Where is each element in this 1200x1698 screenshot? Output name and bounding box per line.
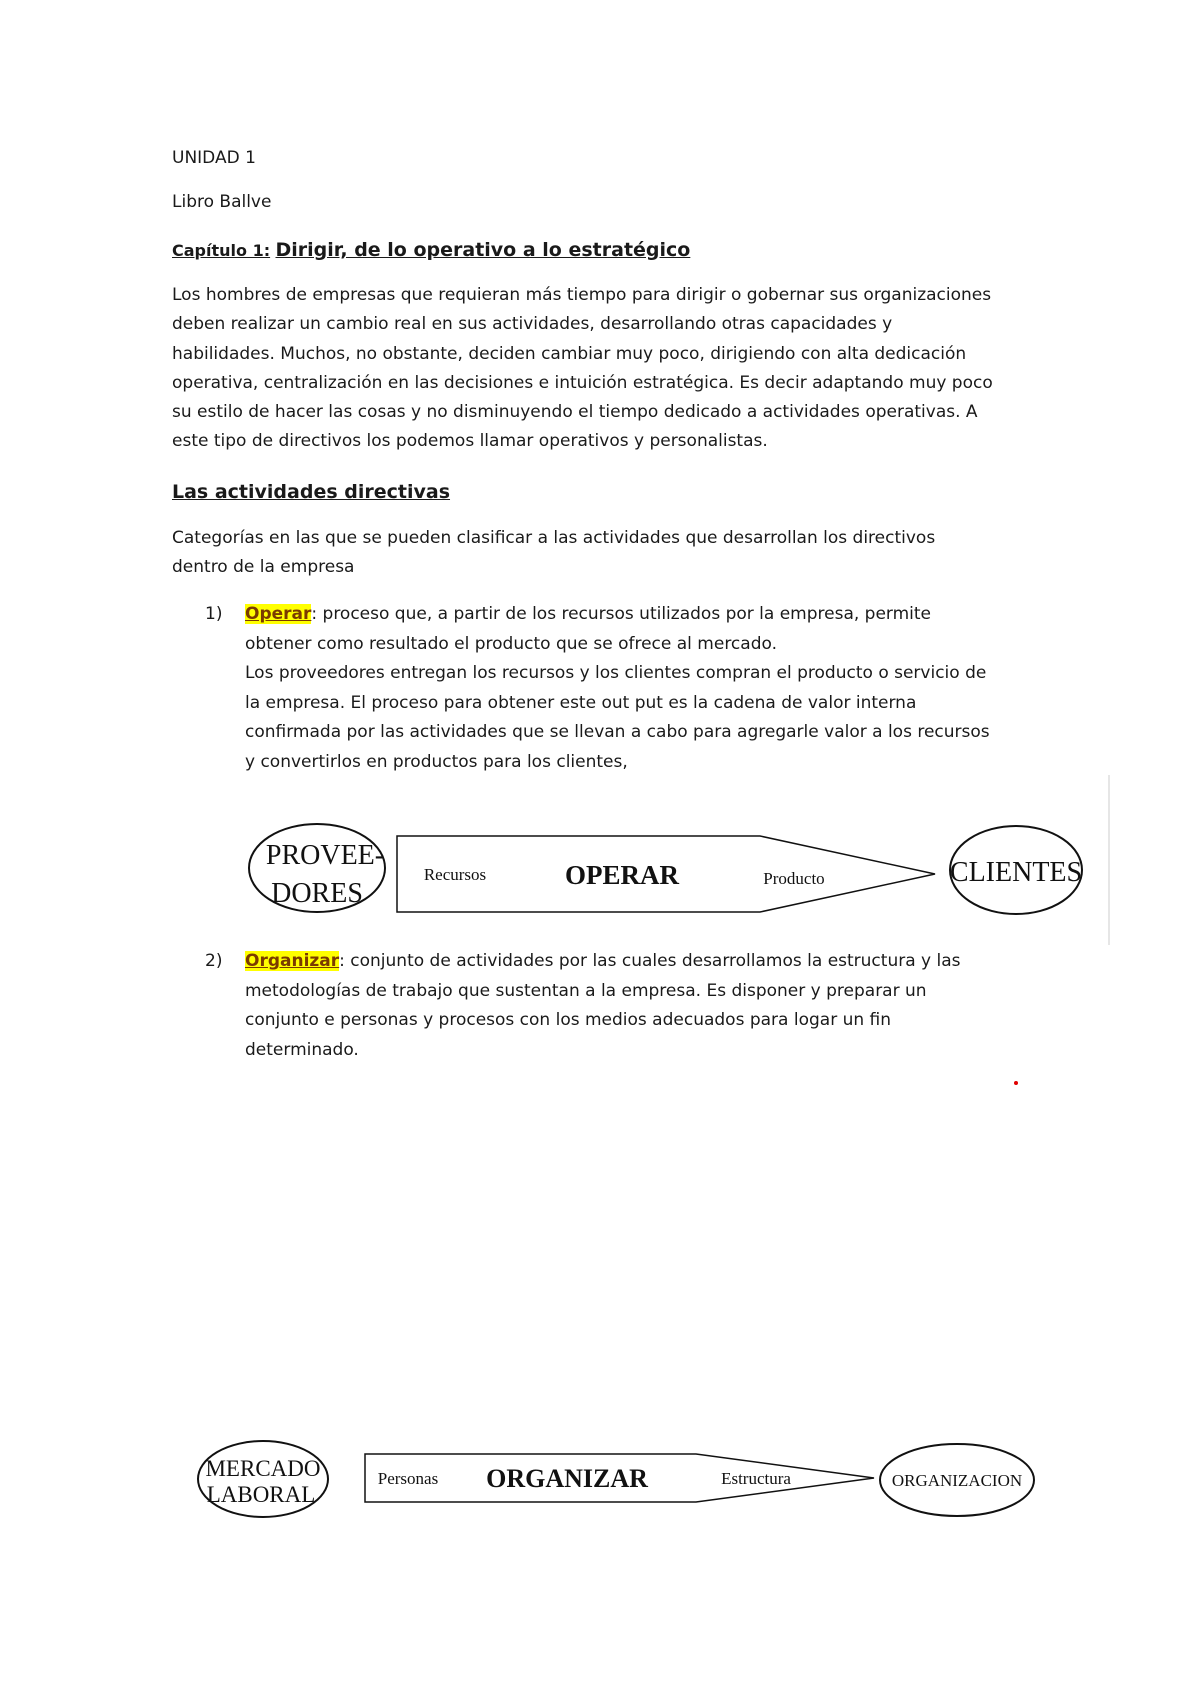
book-label: Libro Ballve bbox=[172, 192, 272, 212]
list-number: 1) bbox=[205, 604, 223, 624]
term-definition: : proceso que, a partir de los recursos utilizados por la empresa, permite bbox=[311, 604, 932, 624]
list-item-line: Los proveedores entregan los recursos y los clientes compran el producto o servicio de bbox=[245, 663, 987, 683]
suppliers-label-line2: DORES bbox=[271, 878, 363, 909]
output-label: Producto bbox=[763, 869, 825, 888]
list-item-first-line bbox=[245, 947, 961, 977]
input-label: Personas bbox=[377, 1469, 439, 1488]
intro-line: operativa, centralización en las decisiones e intuición estratégica. Es decir adaptando muy poco bbox=[172, 372, 993, 393]
intro-paragraph bbox=[172, 281, 1052, 457]
section-intro bbox=[172, 524, 1052, 583]
red-dot-mark bbox=[1014, 1081, 1018, 1085]
term-definition: : conjunto de actividades por las cuales desarrollamos la estructura y las bbox=[339, 951, 961, 971]
intro-line: este tipo de directivos los podemos llamar operativos y personalistas. bbox=[172, 431, 768, 452]
list-item-body bbox=[245, 947, 961, 1065]
list-item-line: confirmada por las actividades que se llevan a cabo para agregarle valor a los recursos bbox=[245, 722, 990, 742]
section-intro-line: dentro de la empresa bbox=[172, 557, 355, 578]
suppliers-label-line1: PROVEE- bbox=[265, 840, 385, 871]
list-item-body bbox=[245, 600, 990, 777]
intro-line: su estilo de hacer las cosas y no disminuyendo el tiempo dedicado a actividades operativas. A bbox=[172, 402, 978, 423]
margin-rule bbox=[1108, 775, 1110, 945]
list-item-line: determinado. bbox=[245, 1039, 359, 1060]
list-item-line: metodologías de trabajo que sustentan a la empresa. Es disponer y preparar un bbox=[245, 980, 927, 1001]
labor-market-line2: LABORAL bbox=[206, 1482, 316, 1507]
organizar-diagram bbox=[196, 1440, 1046, 1520]
list-item-first-line bbox=[245, 600, 990, 630]
chapter-heading bbox=[172, 236, 690, 266]
input-label: Recursos bbox=[423, 865, 487, 884]
list-item-line: conjunto e personas y procesos con los medios adecuados para logar un fin bbox=[245, 1010, 892, 1030]
unit-label: UNIDAD 1 bbox=[172, 148, 256, 168]
process-label: ORGANIZAR bbox=[486, 1464, 648, 1493]
process-label: OPERAR bbox=[565, 860, 679, 890]
intro-line: Los hombres de empresas que requieran más tiempo para dirigir o gobernar sus organizaciones bbox=[172, 285, 992, 305]
list-number: 2) bbox=[205, 951, 223, 971]
section-intro-line: Categorías en las que se pueden clasificar a las actividades que desarrollan los directivos bbox=[172, 528, 936, 548]
section-heading bbox=[172, 478, 450, 507]
section-heading-text: Las actividades directivas bbox=[172, 481, 451, 503]
intro-line: deben realizar un cambio real en sus actividades, desarrollando otras capacidades y bbox=[172, 314, 893, 335]
organization-label: ORGANIZACION bbox=[891, 1471, 1023, 1490]
clients-label: CLIENTES bbox=[949, 857, 1083, 888]
list-item-line: obtener como resultado el producto que se ofrece al mercado. bbox=[245, 633, 777, 654]
list-item-line: y convertirlos en productos para los clientes, bbox=[245, 751, 628, 772]
list-item-line: la empresa. El proceso para obtener este out put es la cadena de valor interna bbox=[245, 692, 917, 713]
operar-diagram bbox=[245, 818, 1085, 918]
chapter-label: Capítulo 1: bbox=[172, 241, 271, 260]
intro-line: habilidades. Muchos, no obstante, deciden cambiar muy poco, dirigiendo con alta dedicación bbox=[172, 343, 967, 364]
term-operar: Operar bbox=[245, 604, 312, 624]
chapter-title: Dirigir, de lo operativo a lo estratégico bbox=[275, 239, 691, 261]
labor-market-line1: MERCADO bbox=[205, 1456, 321, 1481]
output-label: Estructura bbox=[721, 1469, 791, 1488]
term-organizar: Organizar bbox=[245, 951, 340, 971]
